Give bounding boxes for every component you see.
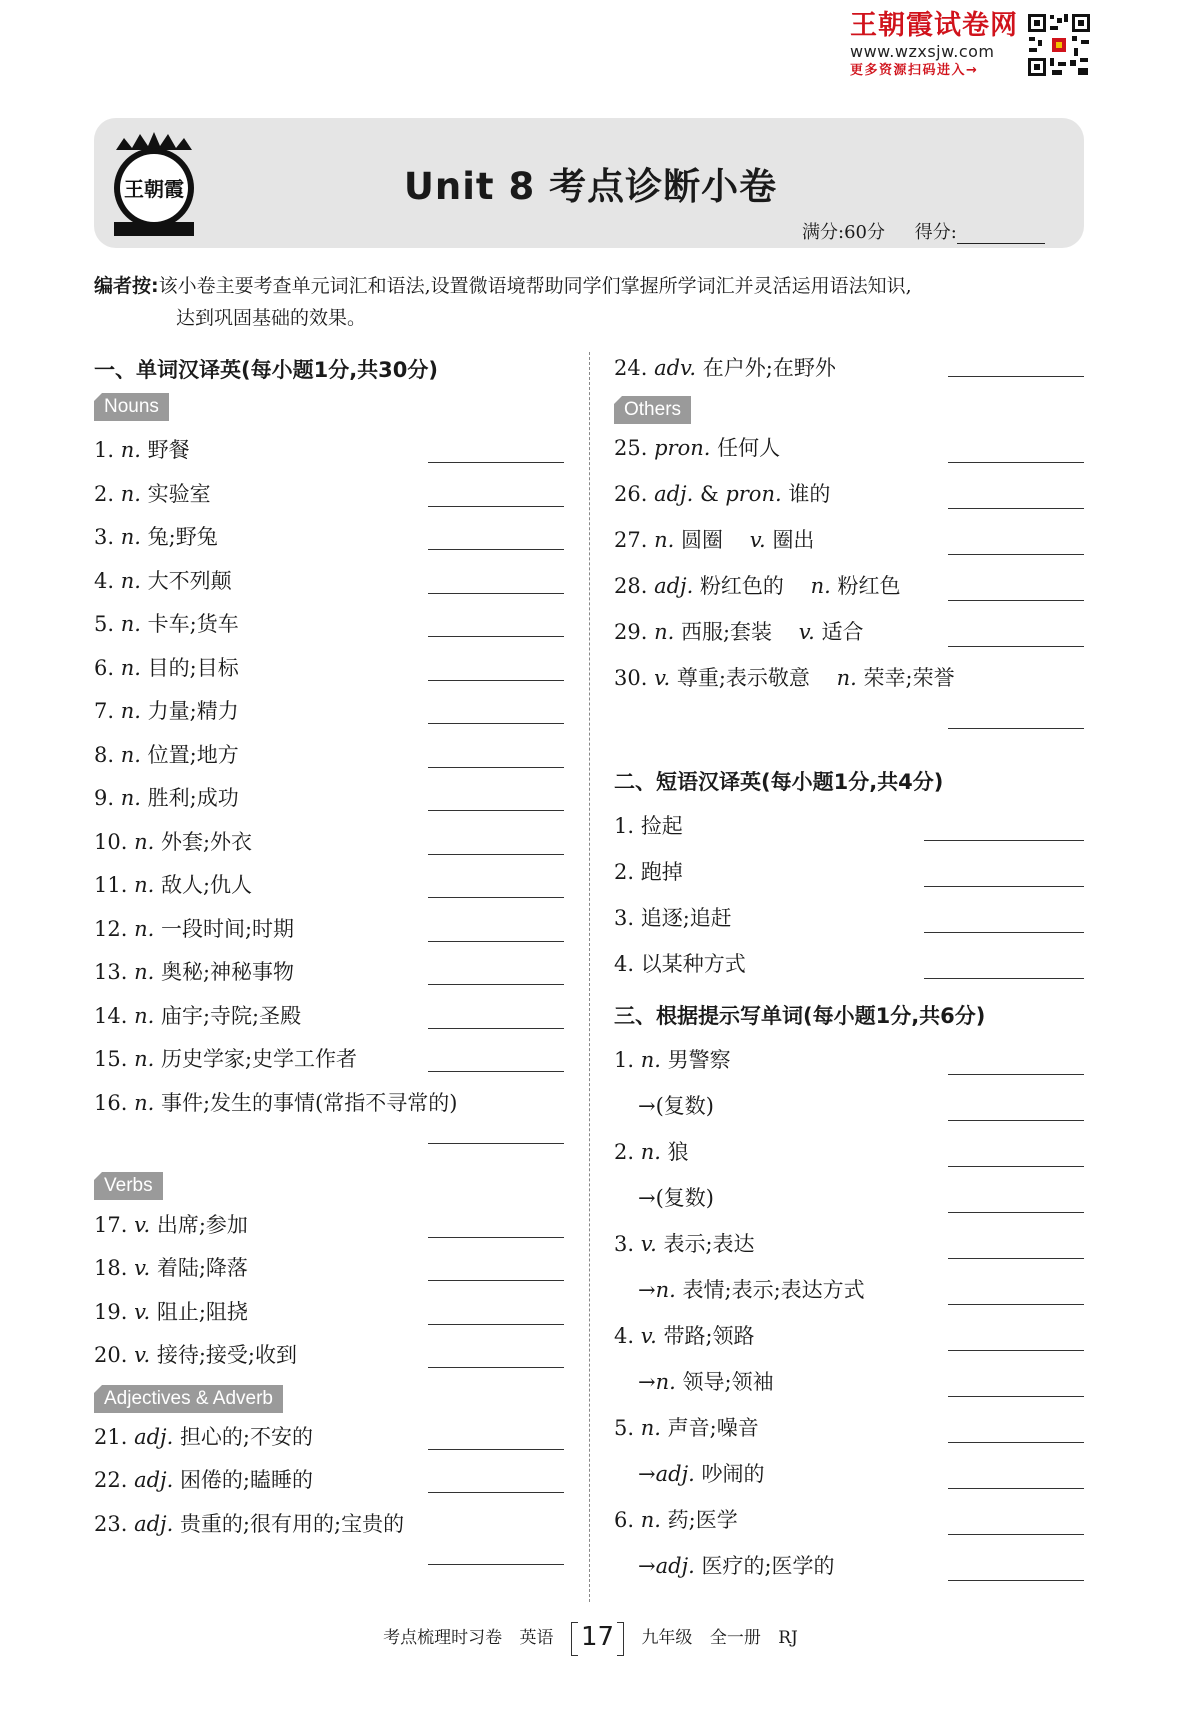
- list-item: 1. 捡起: [614, 810, 1084, 856]
- brand-block: [850, 10, 1020, 80]
- section1-title: 一、单词汉译英(每小题1分,共30分): [94, 358, 439, 382]
- list-item: 4. v. 带路;领路: [614, 1320, 1084, 1366]
- answer-blank[interactable]: [948, 728, 1084, 729]
- footer-grade: 九年级: [641, 1628, 693, 1648]
- list-item: 3. n. 兔;野兔: [94, 521, 564, 565]
- verbs-list: [94, 1209, 564, 1383]
- tag-verbs: Verbs: [94, 1172, 163, 1200]
- column-divider: [589, 352, 590, 1602]
- list-item: 11. n. 敌人;仇人: [94, 869, 564, 913]
- answer-blank[interactable]: [428, 1449, 564, 1450]
- list-item: →n. 领导;领袖: [614, 1366, 1084, 1412]
- list-item: 3. 追逐;追赶: [614, 902, 1084, 948]
- answer-blank[interactable]: [948, 1442, 1084, 1443]
- list-item: 21. adj. 担心的;不安的: [94, 1421, 564, 1465]
- note-line2: 达到巩固基础的效果。: [176, 307, 367, 329]
- answer-blank[interactable]: [428, 984, 564, 985]
- list-item: 22. adj. 困倦的;瞌睡的: [94, 1464, 564, 1508]
- answer-blank[interactable]: [428, 810, 564, 811]
- answer-blank[interactable]: [924, 886, 1084, 887]
- answer-blank[interactable]: [948, 1304, 1084, 1305]
- list-item: 25. pron. 任何人: [614, 432, 1084, 478]
- list-item: 26. adj. & pron. 谁的: [614, 478, 1084, 524]
- list-item: 4. n. 大不列颠: [94, 565, 564, 609]
- answer-blank[interactable]: [428, 462, 564, 463]
- list-item: 5. n. 声音;噪音: [614, 1412, 1084, 1458]
- answer-blank[interactable]: [924, 840, 1084, 841]
- list-item: →adj. 吵闹的: [614, 1458, 1084, 1504]
- list-item: 13. n. 奥秘;神秘事物: [94, 956, 564, 1000]
- phrases-list: [614, 810, 1084, 994]
- section2-title: 二、短语汉译英(每小题1分,共4分): [614, 770, 944, 794]
- answer-blank[interactable]: [948, 1258, 1084, 1259]
- answer-blank[interactable]: [428, 1324, 564, 1325]
- answer-blank[interactable]: [948, 508, 1084, 509]
- editor-note: [94, 270, 1084, 334]
- list-item: 3. v. 表示;表达: [614, 1228, 1084, 1274]
- list-item: 16. n. 事件;发生的事情(常指不寻常的): [94, 1087, 564, 1145]
- adjs-list: [94, 1421, 564, 1566]
- answer-blank[interactable]: [924, 978, 1084, 979]
- list-item: 20. v. 接待;接受;收到: [94, 1339, 564, 1383]
- answer-blank[interactable]: [428, 1564, 564, 1565]
- nouns-list: [94, 434, 564, 1145]
- list-item: →(复数): [614, 1182, 1084, 1228]
- answer-blank[interactable]: [948, 1120, 1084, 1121]
- note-label: 编者按:: [94, 275, 159, 297]
- score-blank[interactable]: [957, 224, 1045, 244]
- answer-blank[interactable]: [428, 767, 564, 768]
- answer-blank[interactable]: [428, 1071, 564, 1072]
- list-item: 27. n. 圆圈 v. 圈出: [614, 524, 1084, 570]
- answer-blank[interactable]: [428, 723, 564, 724]
- list-item: →adj. 医疗的;医学的: [614, 1550, 1084, 1596]
- footer-book: 考点梳理时习卷: [383, 1628, 503, 1648]
- svg-text:王朝霞: 王朝霞: [124, 177, 184, 201]
- answer-blank[interactable]: [948, 646, 1084, 647]
- list-item: 30. v. 尊重;表示敬意 n. 荣幸;荣誉: [614, 662, 1084, 748]
- brand-slogan: 更多资源扫码进入→: [850, 63, 979, 78]
- page-title: Unit 8 考点诊断小卷: [403, 165, 778, 208]
- answer-blank[interactable]: [428, 1367, 564, 1368]
- answer-blank[interactable]: [948, 1212, 1084, 1213]
- full-score: 满分:60分: [802, 222, 885, 243]
- answer-blank[interactable]: [948, 1074, 1084, 1075]
- answer-blank[interactable]: [948, 462, 1084, 463]
- list-item: 24. adv. 在户外;在野外: [614, 352, 1084, 388]
- answer-blank[interactable]: [428, 1492, 564, 1493]
- adv-list: [614, 352, 1084, 388]
- footer-subject: 英语: [519, 1628, 554, 1648]
- list-item: →(复数): [614, 1090, 1084, 1136]
- list-item: 2. n. 实验室: [94, 478, 564, 522]
- answer-blank[interactable]: [428, 1237, 564, 1238]
- score-label: 得分:: [914, 222, 957, 243]
- answer-blank[interactable]: [948, 1396, 1084, 1397]
- answer-blank[interactable]: [948, 1580, 1084, 1581]
- answer-blank[interactable]: [948, 376, 1084, 377]
- answer-blank[interactable]: [428, 549, 564, 550]
- answer-blank[interactable]: [948, 554, 1084, 555]
- section3-title: 三、根据提示写单词(每小题1分,共6分): [614, 1004, 986, 1028]
- list-item: 17. v. 出席;参加: [94, 1209, 564, 1253]
- answer-blank[interactable]: [428, 636, 564, 637]
- answer-blank[interactable]: [948, 1534, 1084, 1535]
- answer-blank[interactable]: [428, 680, 564, 681]
- list-item: 2. n. 狼: [614, 1136, 1084, 1182]
- list-item: 2. 跑掉: [614, 856, 1084, 902]
- answer-blank[interactable]: [428, 593, 564, 594]
- left-column: [94, 352, 564, 1566]
- list-item: 6. n. 药;医学: [614, 1504, 1084, 1550]
- list-item: 19. v. 阻止;阻挠: [94, 1296, 564, 1340]
- answer-blank[interactable]: [428, 1280, 564, 1281]
- footer-volume: 全一册: [709, 1628, 761, 1648]
- answer-blank[interactable]: [924, 932, 1084, 933]
- list-item: 23. adj. 贵重的;很有用的;宝贵的: [94, 1508, 564, 1566]
- list-item: 1. n. 野餐: [94, 434, 564, 478]
- list-item: 14. n. 庙宇;寺院;圣殿: [94, 1000, 564, 1044]
- answer-blank[interactable]: [948, 600, 1084, 601]
- list-item: 15. n. 历史学家;史学工作者: [94, 1043, 564, 1087]
- page-number: 17: [571, 1622, 624, 1652]
- list-item: 18. v. 着陆;降落: [94, 1252, 564, 1296]
- score-line: [802, 218, 1045, 244]
- answer-blank[interactable]: [948, 1166, 1084, 1167]
- answer-blank[interactable]: [428, 1028, 564, 1029]
- answer-blank[interactable]: [428, 897, 564, 898]
- footer-edition: RJ: [778, 1628, 798, 1648]
- page-footer: [0, 1620, 1181, 1650]
- list-item: 29. n. 西服;套装 v. 适合: [614, 616, 1084, 662]
- answer-blank[interactable]: [428, 941, 564, 942]
- list-item: 6. n. 目的;目标: [94, 652, 564, 696]
- list-item: 4. 以某种方式: [614, 948, 1084, 994]
- answer-blank[interactable]: [428, 506, 564, 507]
- brand-name: 王朝霞试卷网: [850, 10, 1018, 41]
- list-item: 1. n. 男警察: [614, 1044, 1084, 1090]
- note-line1: 该小卷主要考查单元词汇和语法,设置微语境帮助同学们掌握所学词汇并灵活运用语法知识,: [158, 275, 912, 297]
- list-item: 5. n. 卡车;货车: [94, 608, 564, 652]
- tag-others: Others: [614, 396, 691, 424]
- brand-url[interactable]: www.wzxsjw.com: [850, 42, 995, 61]
- right-column: [614, 352, 1084, 1596]
- tag-nouns: Nouns: [94, 393, 169, 421]
- tag-adjectives-adverb: Adjectives & Adverb: [94, 1385, 283, 1413]
- list-item: 9. n. 胜利;成功: [94, 782, 564, 826]
- list-item: 7. n. 力量;精力: [94, 695, 564, 739]
- list-item: 12. n. 一段时间;时期: [94, 913, 564, 957]
- list-item: 28. adj. 粉红色的 n. 粉红色: [614, 570, 1084, 616]
- list-item: →n. 表情;表示;表达方式: [614, 1274, 1084, 1320]
- answer-blank[interactable]: [948, 1350, 1084, 1351]
- answer-blank[interactable]: [428, 1143, 564, 1144]
- answer-blank[interactable]: [948, 1488, 1084, 1489]
- list-item: 10. n. 外套;外衣: [94, 826, 564, 870]
- qr-code-icon[interactable]: [1026, 12, 1092, 78]
- list-item: 8. n. 位置;地方: [94, 739, 564, 783]
- answer-blank[interactable]: [428, 854, 564, 855]
